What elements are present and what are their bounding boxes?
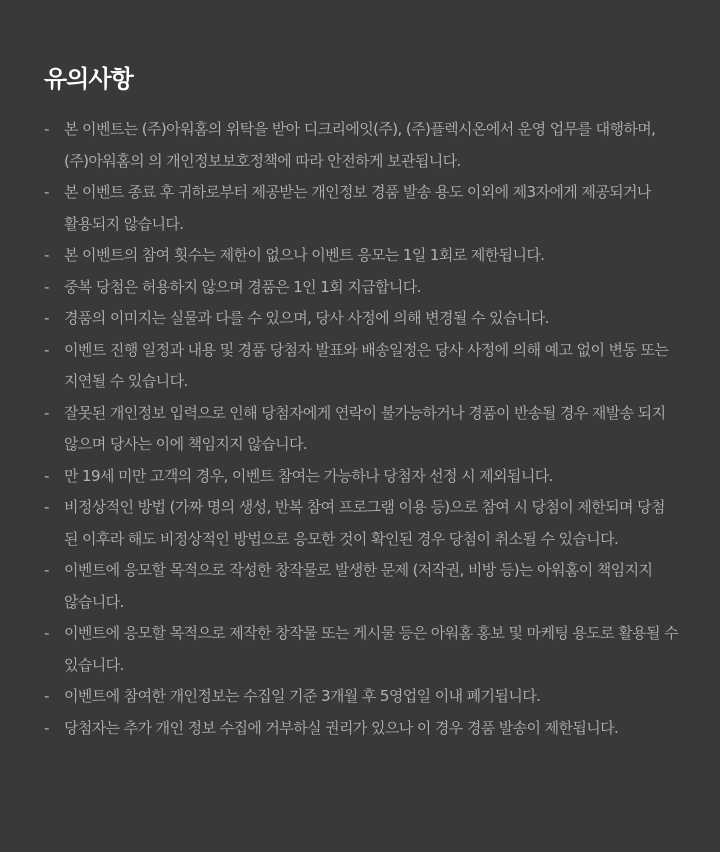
notice-item-text: 만 19세 미만 고객의 경우, 이벤트 참여는 가능하나 당첨자 선정 시 제외됩니다. xyxy=(64,466,553,485)
bullet-dash: - xyxy=(44,498,49,516)
bullet-dash: - xyxy=(44,466,49,485)
notice-item-text: 본 이벤트의 참여 횟수는 제한이 없으나 이벤트 응모는 1일 1회로 제한됩니다. xyxy=(64,246,545,264)
notice-item-text: 이벤트에 응모할 목적으로 제작한 창작물 또는 게시물 등은 아워홈 홍보 및 마케팅 용도로 활용될 수 있습니다. xyxy=(64,624,678,674)
notice-item xyxy=(44,335,680,398)
notice-item xyxy=(44,555,680,618)
notice-item-text: 경품의 이미지는 실물과 다를 수 있으며, 당사 사정에 의해 변경될 수 있습니다. xyxy=(64,309,549,327)
notice-item xyxy=(44,272,680,304)
notice-item-text: 잘못된 개인정보 입력으로 인해 당첨자에게 연락이 불가능하거나 경품이 반송될 경우 재발송 되지 않으며 당사는 이에 책임지지 않습니다. xyxy=(64,403,666,453)
bullet-dash: - xyxy=(44,120,49,138)
notice-item xyxy=(44,492,680,555)
bullet-dash: - xyxy=(44,561,49,579)
bullet-dash: - xyxy=(44,246,49,264)
bullet-dash: - xyxy=(44,340,49,359)
notice-list xyxy=(44,114,680,744)
notice-item xyxy=(44,240,680,272)
notice-item xyxy=(44,461,680,493)
bullet-dash: - xyxy=(44,687,49,705)
notice-item-text: 비정상적인 방법 (가짜 명의 생성, 반복 참여 프로그램 이용 등)으로 참여 시 당첨이 제한되며 당첨 된 이후라 해도 비정상적인 방법으로 응모한 것이 확인된 경우 당첨이 취소될 수 있습니다. xyxy=(64,498,665,548)
bullet-dash: - xyxy=(44,309,49,327)
notice-item-text: 당첨자는 추가 개인 정보 수집에 거부하실 권리가 있으나 이 경우 경품 발송이 제한됩니다. xyxy=(64,718,619,737)
notice-item xyxy=(44,681,680,713)
bullet-dash: - xyxy=(44,277,49,296)
notice-item xyxy=(44,618,680,681)
notice-item-text: 이벤트에 참여한 개인정보는 수집일 기준 3개월 후 5영업일 이내 폐기됩니다. xyxy=(64,687,541,705)
bullet-dash: - xyxy=(44,183,49,201)
notice-title: 유의사항 xyxy=(44,65,133,93)
bullet-dash: - xyxy=(44,718,49,737)
notice-item xyxy=(44,177,680,240)
notice-item-text: 중복 당첨은 허용하지 않으며 경품은 1인 1회 지급합니다. xyxy=(64,277,421,296)
notice-item-text: 본 이벤트 종료 후 귀하로부터 제공받는 개인정보 경품 발송 용도 이외에 제3자에게 제공되거나 활용되지 않습니다. xyxy=(64,183,651,233)
notice-item xyxy=(44,713,680,745)
notice-item-text: 본 이벤트는 (주)아워홈의 위탁을 받아 디크리에잇(주), (주)플렉시온에서 운영 업무를 대행하며, (주)아워홈의 의 개인정보보호정책에 따라 안전하게 보관됩니다. xyxy=(64,120,656,170)
notice-item-text: 이벤트 진행 일정과 내용 및 경품 당첨자 발표와 배송일정은 당사 사정에 의해 예고 없이 변동 또는 지연될 수 있습니다. xyxy=(64,340,669,390)
notice-item xyxy=(44,398,680,461)
bullet-dash: - xyxy=(44,624,49,642)
notice-item xyxy=(44,303,680,335)
bullet-dash: - xyxy=(44,403,49,422)
notice-item xyxy=(44,114,680,177)
notice-item-text: 이벤트에 응모할 목적으로 작성한 창작물로 발생한 문제 (저작권, 비방 등)는 아워홈이 책임지지 않습니다. xyxy=(64,561,653,611)
